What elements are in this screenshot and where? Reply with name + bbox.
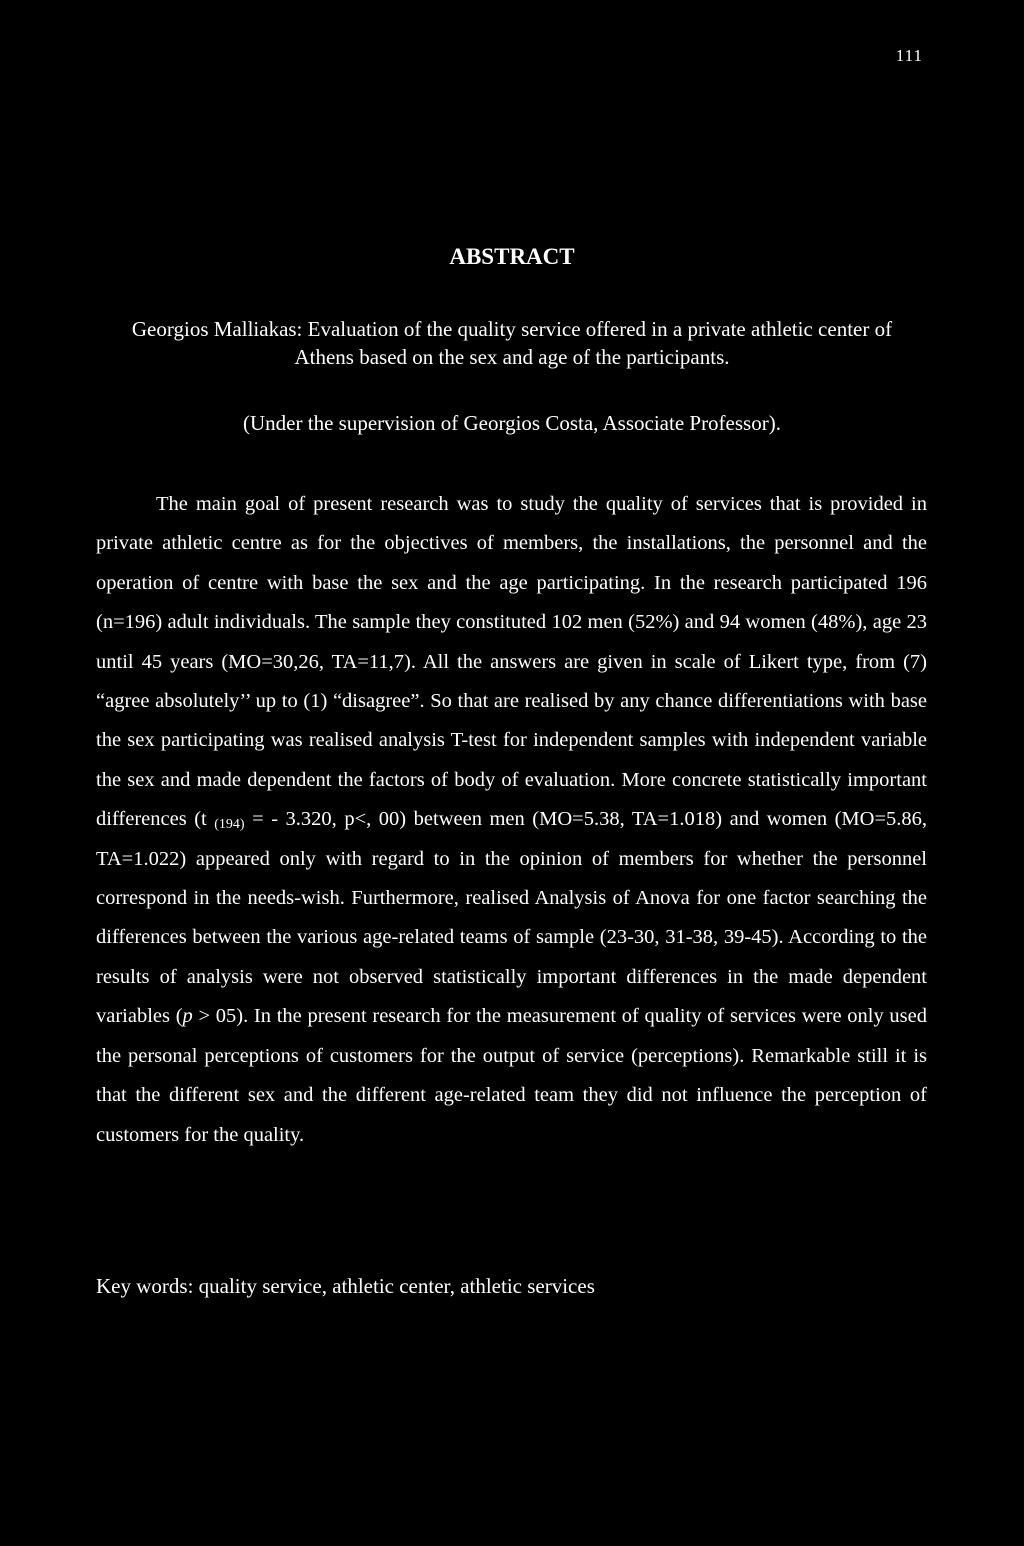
thesis-title-line-2: Athens based on the sex and age of the participants. [294,345,730,369]
p-value-symbol: p [182,1005,193,1028]
abstract-body-part-2: = - 3.320, p<, 00) between men (MO=5.38, TA=1.018) and women (MO=5.86, TA=1.022) appeared only with regard to in the opinion of members for whether the personnel correspond in the needs-wish. Furthermore, realised Analysis of Anova for one factor searching the differences between the various age-related teams of sample (23-30, 31-38, 39-45). According to the results of analysis were not observed statistically important differences in the made dependent variables ( [96,808,928,1028]
abstract-body-part-1: The main goal of present research was to study the quality of services that is provided in private athletic centre as for the objectives of members, the installations, the personnel and the operation of centre with base the sex and the age participating. In the research participated 196 (n=196) adult individuals. The sample they constituted 102 men (52%) and 94 women (48%), age 23 until 45 years (MO=30,26, TA=11,7). All the answers are given in scale of Likert type, from (7) “agree absolutely’’ up to (1) “disagree”. So that are realised by any chance differentiations with base the sex participating was realised analysis T-test for independent samples with independent variable the sex and made dependent the factors of body of evaluation. More concrete statistically important differences (t [96,493,927,831]
abstract-body [96,485,927,1155]
thesis-title [96,315,928,371]
keywords: Key words: quality service, athletic center, athletic services [96,1274,595,1298]
page-number: 111 [895,46,923,65]
supervision-note: (Under the supervision of Georgios Costa, Associate Professor). [243,411,781,435]
thesis-title-line-1: Georgios Malliakas: Evaluation of the quality service offered in a private athletic center of [131,317,893,341]
abstract-body-part-3: > 05). In the present research for the measurement of quality of services were only used the personal perceptions of customers for the output of service (perceptions). Remarkable still it is that the different sex and the different age-related team they did not influence the perception of customers for the quality. [96,1005,927,1146]
abstract-heading: ABSTRACT [449,244,575,269]
degrees-of-freedom-subscript: (194) [214,817,245,833]
